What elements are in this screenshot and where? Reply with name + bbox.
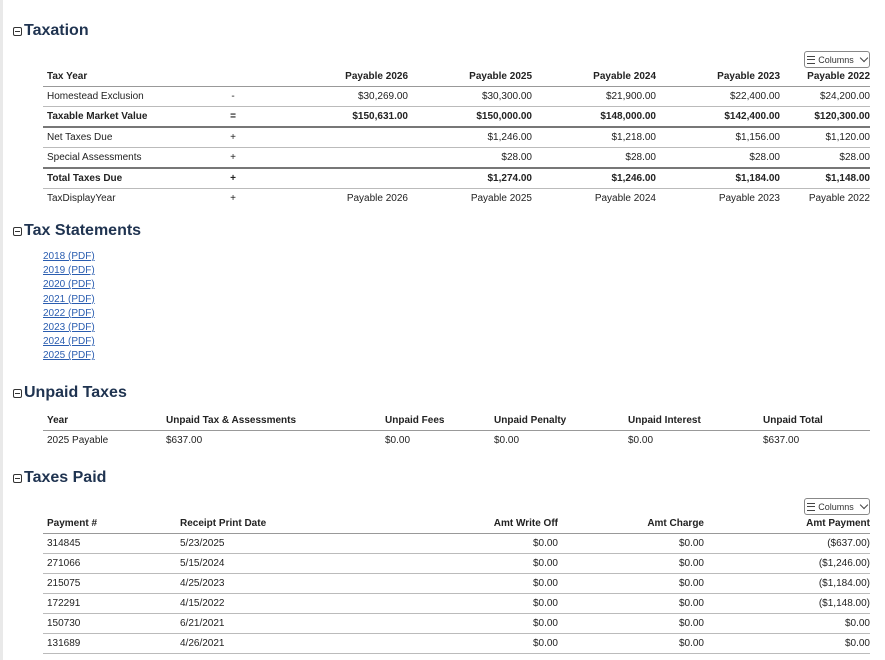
- list-icon: [807, 503, 815, 511]
- section-taxes-paid[interactable]: [13, 469, 106, 487]
- header-year: Payable 2024: [532, 67, 656, 87]
- table-row: 271066 5/15/2024 $0.00 $0.00 ($1,246.00): [43, 554, 870, 574]
- columns-button-taxation[interactable]: Columns: [804, 51, 870, 68]
- table-row: 215075 4/25/2023 $0.00 $0.00 ($1,184.00): [43, 574, 870, 594]
- table-row: Special Assessments + $28.00 $28.00 $28.00 $28.00: [43, 148, 870, 169]
- table-row: TaxDisplayYear + Payable 2026 Payable 2025 Payable 2024 Payable 2023 Payable 2022: [47, 193, 870, 204]
- header-year: Payable 2023: [656, 67, 780, 87]
- table-row: 131689 4/26/2021 $0.00 $0.00 $0.00: [43, 634, 870, 654]
- table-row: Homestead Exclusion - $30,269.00 $30,300.00 $21,900.00 $22,400.00 $24,200.00: [43, 87, 870, 107]
- chevron-down-icon: [860, 501, 868, 509]
- table-header-row: Year Unpaid Tax & Assessments Unpaid Fees Unpaid Penalty Unpaid Interest Unpaid Total: [43, 411, 870, 431]
- table-row: 172291 4/15/2022 $0.00 $0.00 ($1,148.00): [43, 594, 870, 614]
- statement-link[interactable]: 2022 (PDF): [43, 307, 95, 319]
- statements-title: Tax Statements: [24, 222, 142, 239]
- table-row: Total Taxes Due + $1,274.00 $1,246.00 $1,184.00 $1,148.00: [43, 168, 870, 189]
- collapse-icon[interactable]: [13, 474, 22, 483]
- collapse-icon[interactable]: [13, 27, 22, 36]
- statement-link[interactable]: 2025 (PDF): [43, 350, 95, 362]
- table-header-row: [43, 67, 870, 87]
- statement-link[interactable]: 2019 (PDF): [43, 265, 95, 277]
- statement-link[interactable]: 2021 (PDF): [43, 293, 95, 305]
- header-year: Payable 2022: [780, 67, 870, 87]
- table-row: 2025 Payable $637.00 $0.00 $0.00 $0.00 $637.00: [47, 435, 800, 446]
- left-edge-bar: [0, 0, 3, 660]
- statement-link[interactable]: 2023 (PDF): [43, 322, 95, 334]
- unpaid-title: Unpaid Taxes: [24, 384, 127, 401]
- table-row: 150730 6/21/2021 $0.00 $0.00 $0.00: [43, 614, 870, 634]
- table-header-row: Payment # Receipt Print Date Amt Write Off Amt Charge Amt Payment: [43, 514, 870, 534]
- collapse-icon[interactable]: [13, 389, 22, 398]
- header-year: Payable 2025: [408, 67, 532, 87]
- columns-button-paid[interactable]: Columns: [804, 498, 870, 515]
- section-unpaid-taxes[interactable]: [13, 384, 127, 402]
- statement-links: [43, 250, 95, 364]
- section-tax-statements[interactable]: [13, 222, 141, 240]
- chevron-down-icon: [860, 54, 868, 62]
- list-icon: [807, 56, 815, 64]
- statement-link[interactable]: 2020 (PDF): [43, 279, 95, 291]
- collapse-icon[interactable]: [13, 227, 22, 236]
- table-row: Net Taxes Due + $1,246.00 $1,218.00 $1,156.00 $1,120.00: [43, 127, 870, 148]
- table-row: Taxable Market Value = $150,631.00 $150,000.00 $148,000.00 $142,400.00 $120,300.00: [43, 107, 870, 128]
- paid-title: Taxes Paid: [24, 469, 107, 486]
- header-year: Payable 2026: [278, 67, 408, 87]
- paid-table: [43, 514, 870, 654]
- unpaid-table: [43, 411, 870, 450]
- table-row: 314845 5/23/2025 $0.00 $0.00 ($637.00): [43, 534, 870, 554]
- header-tax-year: Tax Year: [43, 67, 188, 87]
- taxation-table: [43, 67, 870, 208]
- statement-link[interactable]: 2024 (PDF): [43, 336, 95, 348]
- statement-link[interactable]: 2018 (PDF): [43, 251, 95, 262]
- section-taxation[interactable]: [13, 22, 89, 40]
- taxation-title: Taxation: [24, 22, 89, 39]
